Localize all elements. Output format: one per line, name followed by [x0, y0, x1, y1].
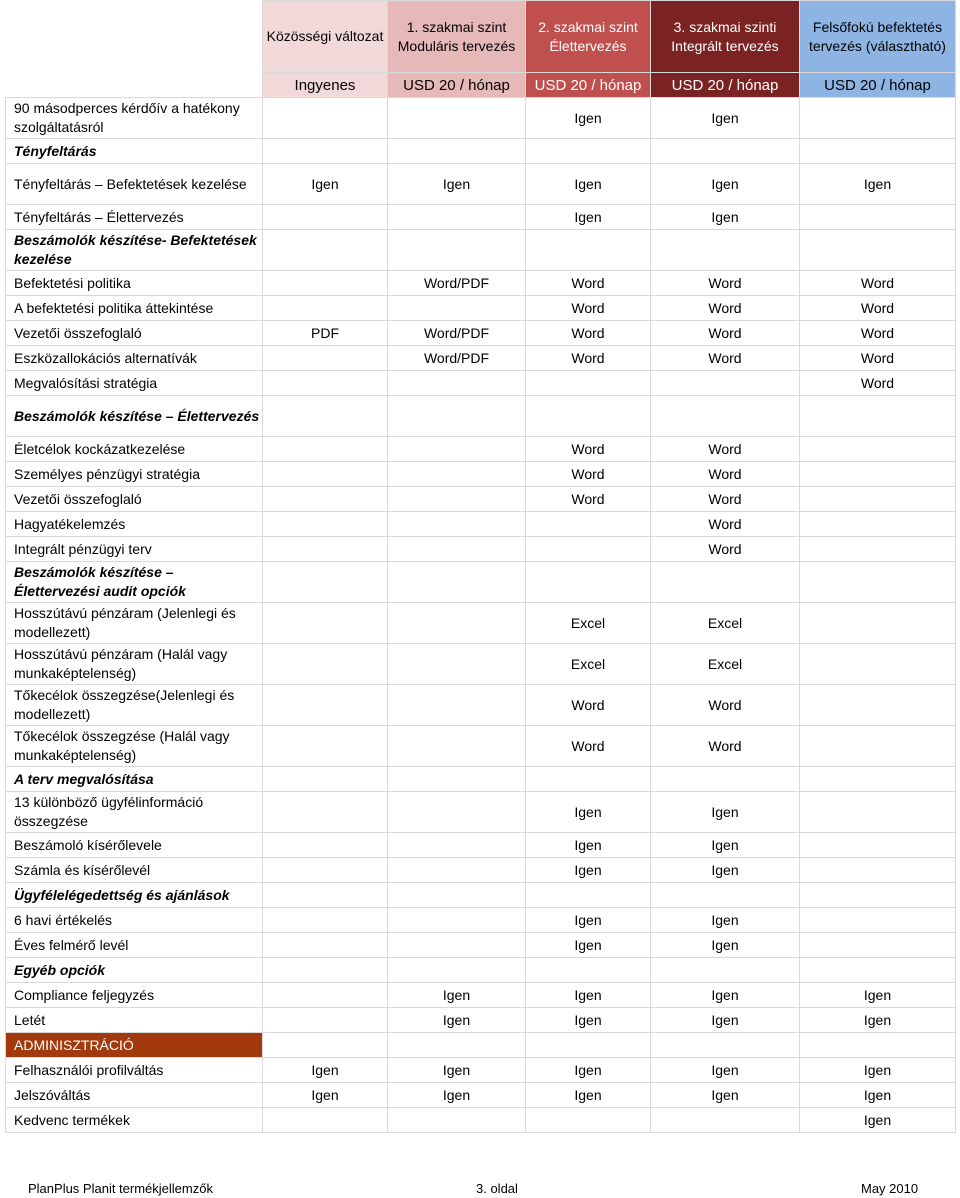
feature-value-5 — [800, 98, 956, 139]
feature-label: Hosszútávú pénzáram (Halál vagy munkaképtelenség) — [6, 644, 263, 685]
feature-value-4: Igen — [651, 205, 800, 230]
admin-section-row — [6, 1033, 956, 1058]
feature-value-3: Word — [526, 346, 651, 371]
table-row — [6, 1108, 956, 1133]
feature-value-4 — [651, 562, 800, 603]
feature-value-4: Word — [651, 296, 800, 321]
feature-value-2: Word/PDF — [388, 346, 526, 371]
feature-value-1 — [263, 767, 388, 792]
table-row — [6, 1008, 956, 1033]
feature-label: Felhasználói profilváltás — [6, 1058, 263, 1083]
section-row — [6, 767, 956, 792]
feature-value-2 — [388, 139, 526, 164]
feature-value-2: Igen — [388, 1058, 526, 1083]
feature-value-2 — [388, 958, 526, 983]
feature-value-3: Word — [526, 487, 651, 512]
feature-value-5 — [800, 139, 956, 164]
feature-value-5 — [800, 437, 956, 462]
table-row — [6, 833, 956, 858]
feature-value-5: Igen — [800, 1008, 956, 1033]
feature-value-5: Word — [800, 271, 956, 296]
feature-value-4: Igen — [651, 833, 800, 858]
feature-value-4: Igen — [651, 983, 800, 1008]
section-row — [6, 562, 956, 603]
header-row — [6, 1, 956, 73]
feature-value-1: Igen — [263, 1083, 388, 1108]
feature-value-5 — [800, 1033, 956, 1058]
feature-value-5 — [800, 833, 956, 858]
feature-label: Vezetői összefoglaló — [6, 487, 263, 512]
feature-value-4: Word — [651, 726, 800, 767]
column-price-2: USD 20 / hónap — [388, 73, 526, 98]
table-row — [6, 296, 956, 321]
feature-label: Beszámoló kísérőlevele — [6, 833, 263, 858]
feature-value-4: Igen — [651, 908, 800, 933]
feature-value-1 — [263, 983, 388, 1008]
feature-value-4 — [651, 1108, 800, 1133]
feature-value-1 — [263, 346, 388, 371]
feature-value-2 — [388, 603, 526, 644]
feature-value-1 — [263, 98, 388, 139]
feature-value-5 — [800, 205, 956, 230]
feature-value-3: Word — [526, 296, 651, 321]
feature-label: Kedvenc termékek — [6, 1108, 263, 1133]
table-row — [6, 98, 956, 139]
feature-value-5 — [800, 644, 956, 685]
table-row — [6, 933, 956, 958]
feature-value-1 — [263, 644, 388, 685]
feature-value-5 — [800, 908, 956, 933]
feature-label: Befektetési politika — [6, 271, 263, 296]
table-row — [6, 1083, 956, 1108]
feature-value-1: Igen — [263, 1058, 388, 1083]
table-row — [6, 858, 956, 883]
feature-value-3: Igen — [526, 1083, 651, 1108]
feature-value-2 — [388, 726, 526, 767]
feature-value-3 — [526, 396, 651, 437]
feature-value-4: Word — [651, 512, 800, 537]
feature-value-2 — [388, 537, 526, 562]
feature-value-3: Igen — [526, 983, 651, 1008]
table-row — [6, 371, 956, 396]
feature-value-3 — [526, 230, 651, 271]
feature-value-4: Excel — [651, 603, 800, 644]
feature-value-5: Word — [800, 371, 956, 396]
feature-value-1 — [263, 933, 388, 958]
feature-value-5 — [800, 512, 956, 537]
feature-value-2 — [388, 644, 526, 685]
feature-label: Számla és kísérőlevél — [6, 858, 263, 883]
feature-value-3: Igen — [526, 164, 651, 205]
feature-label: Tényfeltárás – Befektetések kezelése — [6, 164, 263, 205]
feature-value-4: Igen — [651, 858, 800, 883]
feature-value-1 — [263, 487, 388, 512]
section-heading: A terv megvalósítása — [6, 767, 263, 792]
feature-value-5 — [800, 726, 956, 767]
feature-value-2 — [388, 437, 526, 462]
feature-value-1 — [263, 603, 388, 644]
feature-label: Személyes pénzügyi stratégia — [6, 462, 263, 487]
section-heading: Beszámolók készítése – Élettervezés — [6, 396, 263, 437]
feature-value-2: Igen — [388, 983, 526, 1008]
feature-value-5: Igen — [800, 983, 956, 1008]
feature-value-5: Word — [800, 321, 956, 346]
feature-value-3 — [526, 767, 651, 792]
feature-value-4 — [651, 883, 800, 908]
feature-label: Tőkecélok összegzése(Jelenlegi és modellezett) — [6, 685, 263, 726]
table-row — [6, 908, 956, 933]
feature-value-3: Igen — [526, 1058, 651, 1083]
section-row — [6, 883, 956, 908]
feature-value-1 — [263, 296, 388, 321]
feature-value-2 — [388, 487, 526, 512]
table-row — [6, 205, 956, 230]
column-price-5: USD 20 / hónap — [800, 73, 956, 98]
table-row — [6, 346, 956, 371]
feature-label: 6 havi értékelés — [6, 908, 263, 933]
table-row — [6, 437, 956, 462]
column-header-1: Közösségi változat — [263, 1, 388, 73]
feature-value-1 — [263, 1033, 388, 1058]
feature-value-2 — [388, 792, 526, 833]
feature-value-2 — [388, 230, 526, 271]
feature-value-2 — [388, 512, 526, 537]
column-price-3: USD 20 / hónap — [526, 73, 651, 98]
table-row — [6, 321, 956, 346]
feature-value-1 — [263, 437, 388, 462]
feature-value-5 — [800, 933, 956, 958]
footer-date: May 2010 — [861, 1181, 919, 1196]
feature-value-1 — [263, 205, 388, 230]
feature-value-5 — [800, 537, 956, 562]
footer-doc-title: PlanPlus Planit termékjellemzők — [28, 1181, 213, 1196]
feature-value-2 — [388, 908, 526, 933]
feature-value-2 — [388, 98, 526, 139]
feature-value-1 — [263, 230, 388, 271]
feature-value-3: Word — [526, 271, 651, 296]
table-row — [6, 603, 956, 644]
feature-value-1 — [263, 562, 388, 603]
feature-label: A befektetési politika áttekintése — [6, 296, 263, 321]
feature-value-1 — [263, 908, 388, 933]
feature-comparison-table — [5, 0, 956, 1133]
feature-value-1 — [263, 726, 388, 767]
feature-value-2: Word/PDF — [388, 321, 526, 346]
feature-value-4: Excel — [651, 644, 800, 685]
column-header-4: 3. szakmai szinti Integrált tervezés — [651, 1, 800, 73]
feature-value-1 — [263, 271, 388, 296]
feature-value-4: Word — [651, 271, 800, 296]
feature-value-1 — [263, 792, 388, 833]
feature-value-4: Word — [651, 346, 800, 371]
table-row — [6, 462, 956, 487]
feature-label: Integrált pénzügyi terv — [6, 537, 263, 562]
feature-value-5 — [800, 562, 956, 603]
table-row — [6, 685, 956, 726]
feature-value-1 — [263, 833, 388, 858]
feature-value-1 — [263, 371, 388, 396]
table-row — [6, 983, 956, 1008]
feature-value-1: PDF — [263, 321, 388, 346]
feature-value-2 — [388, 767, 526, 792]
table-row — [6, 1058, 956, 1083]
header-corner — [6, 1, 263, 73]
feature-label: Életcélok kockázatkezelése — [6, 437, 263, 462]
feature-value-5 — [800, 767, 956, 792]
feature-value-1 — [263, 883, 388, 908]
feature-label: Éves felmérő levél — [6, 933, 263, 958]
feature-value-5 — [800, 230, 956, 271]
feature-value-2 — [388, 833, 526, 858]
feature-value-2 — [388, 685, 526, 726]
feature-label: Hagyatékelemzés — [6, 512, 263, 537]
column-price-1: Ingyenes — [263, 73, 388, 98]
table-row — [6, 512, 956, 537]
feature-value-1 — [263, 1008, 388, 1033]
column-header-3: 2. szakmai szint Élettervezés — [526, 1, 651, 73]
feature-value-1: Igen — [263, 164, 388, 205]
table-body — [6, 1, 956, 1133]
section-heading: Beszámolók készítése – Élettervezési audit opciók — [6, 562, 263, 603]
feature-value-4: Igen — [651, 1083, 800, 1108]
feature-value-4 — [651, 767, 800, 792]
feature-value-3: Igen — [526, 792, 651, 833]
feature-value-3: Excel — [526, 603, 651, 644]
feature-value-2: Word/PDF — [388, 271, 526, 296]
feature-value-3: Word — [526, 321, 651, 346]
feature-value-2 — [388, 371, 526, 396]
feature-value-4: Igen — [651, 1008, 800, 1033]
feature-label: Tőkecélok összegzése (Halál vagy munkaképtelenség) — [6, 726, 263, 767]
feature-value-1 — [263, 396, 388, 437]
feature-value-3 — [526, 1108, 651, 1133]
feature-value-2 — [388, 883, 526, 908]
section-heading: Tényfeltárás — [6, 139, 263, 164]
price-row — [6, 73, 956, 98]
feature-value-5 — [800, 792, 956, 833]
feature-value-1 — [263, 958, 388, 983]
feature-value-2: Igen — [388, 1083, 526, 1108]
section-row — [6, 396, 956, 437]
feature-label: Eszközallokációs alternatívák — [6, 346, 263, 371]
feature-value-2 — [388, 1033, 526, 1058]
feature-value-5 — [800, 883, 956, 908]
section-heading: Egyéb opciók — [6, 958, 263, 983]
feature-value-5 — [800, 603, 956, 644]
feature-value-4: Word — [651, 437, 800, 462]
feature-label: Letét — [6, 1008, 263, 1033]
feature-value-3: Word — [526, 437, 651, 462]
feature-value-3: Igen — [526, 933, 651, 958]
feature-value-1 — [263, 512, 388, 537]
feature-value-5 — [800, 462, 956, 487]
feature-value-2: Igen — [388, 1008, 526, 1033]
section-heading: Beszámolók készítése- Befektetések kezelése — [6, 230, 263, 271]
feature-value-4 — [651, 230, 800, 271]
feature-value-4: Word — [651, 537, 800, 562]
feature-value-3 — [526, 883, 651, 908]
table-row — [6, 726, 956, 767]
feature-value-4 — [651, 1033, 800, 1058]
feature-value-1 — [263, 685, 388, 726]
table-row — [6, 644, 956, 685]
feature-value-3: Igen — [526, 1008, 651, 1033]
feature-value-4: Igen — [651, 1058, 800, 1083]
feature-value-4: Word — [651, 321, 800, 346]
feature-value-3 — [526, 371, 651, 396]
feature-label: Jelszóváltás — [6, 1083, 263, 1108]
feature-value-5: Word — [800, 296, 956, 321]
column-header-5: Felsőfokú befektetés tervezés (választható) — [800, 1, 956, 73]
feature-value-3 — [526, 958, 651, 983]
feature-value-3 — [526, 512, 651, 537]
feature-value-3: Igen — [526, 858, 651, 883]
feature-value-2 — [388, 296, 526, 321]
feature-value-1 — [263, 858, 388, 883]
table-row — [6, 271, 956, 296]
feature-value-5 — [800, 858, 956, 883]
feature-value-3: Excel — [526, 644, 651, 685]
feature-value-2 — [388, 858, 526, 883]
feature-value-3: Word — [526, 685, 651, 726]
table-row — [6, 792, 956, 833]
feature-label: 90 másodperces kérdőív a hatékony szolgáltatásról — [6, 98, 263, 139]
feature-value-3: Igen — [526, 205, 651, 230]
feature-value-1 — [263, 537, 388, 562]
feature-value-5 — [800, 396, 956, 437]
section-row — [6, 230, 956, 271]
feature-value-2 — [388, 205, 526, 230]
feature-value-4: Word — [651, 685, 800, 726]
feature-value-4 — [651, 139, 800, 164]
feature-value-2 — [388, 933, 526, 958]
section-heading: Ügyfélelégedettség és ajánlások — [6, 883, 263, 908]
feature-value-4: Word — [651, 487, 800, 512]
feature-value-4 — [651, 396, 800, 437]
feature-label: Tényfeltárás – Élettervezés — [6, 205, 263, 230]
feature-value-5: Igen — [800, 164, 956, 205]
feature-value-1 — [263, 1108, 388, 1133]
feature-value-2 — [388, 462, 526, 487]
feature-value-3: Word — [526, 726, 651, 767]
column-price-4: USD 20 / hónap — [651, 73, 800, 98]
feature-value-3: Igen — [526, 98, 651, 139]
feature-value-1 — [263, 462, 388, 487]
price-corner — [6, 73, 263, 98]
column-header-2: 1. szakmai szint Moduláris tervezés — [388, 1, 526, 73]
feature-value-5 — [800, 958, 956, 983]
table-row — [6, 537, 956, 562]
feature-value-4: Igen — [651, 792, 800, 833]
feature-value-5 — [800, 487, 956, 512]
page-footer — [0, 1181, 960, 1197]
admin-heading: ADMINISZTRÁCIÓ — [6, 1033, 263, 1058]
section-row — [6, 139, 956, 164]
feature-value-4: Igen — [651, 164, 800, 205]
feature-value-3: Igen — [526, 908, 651, 933]
feature-value-5: Word — [800, 346, 956, 371]
feature-label: 13 különböző ügyfélinformáció összegzése — [6, 792, 263, 833]
feature-value-2: Igen — [388, 164, 526, 205]
feature-value-2 — [388, 396, 526, 437]
feature-value-5: Igen — [800, 1058, 956, 1083]
feature-value-3 — [526, 562, 651, 603]
feature-value-3: Word — [526, 462, 651, 487]
table-row — [6, 487, 956, 512]
feature-label: Compliance feljegyzés — [6, 983, 263, 1008]
section-row — [6, 958, 956, 983]
feature-value-5 — [800, 685, 956, 726]
feature-value-3 — [526, 537, 651, 562]
feature-value-1 — [263, 139, 388, 164]
feature-value-3: Igen — [526, 833, 651, 858]
feature-label: Hosszútávú pénzáram (Jelenlegi és modellezett) — [6, 603, 263, 644]
feature-value-5: Igen — [800, 1083, 956, 1108]
feature-value-2 — [388, 562, 526, 603]
footer-page-number: 3. oldal — [476, 1181, 518, 1196]
feature-value-4 — [651, 958, 800, 983]
feature-value-4: Igen — [651, 933, 800, 958]
feature-value-4: Igen — [651, 98, 800, 139]
feature-value-4 — [651, 371, 800, 396]
feature-label: Megvalósítási stratégia — [6, 371, 263, 396]
feature-label: Vezetői összefoglaló — [6, 321, 263, 346]
feature-value-2 — [388, 1108, 526, 1133]
feature-value-4: Word — [651, 462, 800, 487]
feature-value-3 — [526, 139, 651, 164]
table-row — [6, 164, 956, 205]
feature-value-3 — [526, 1033, 651, 1058]
feature-value-5: Igen — [800, 1108, 956, 1133]
